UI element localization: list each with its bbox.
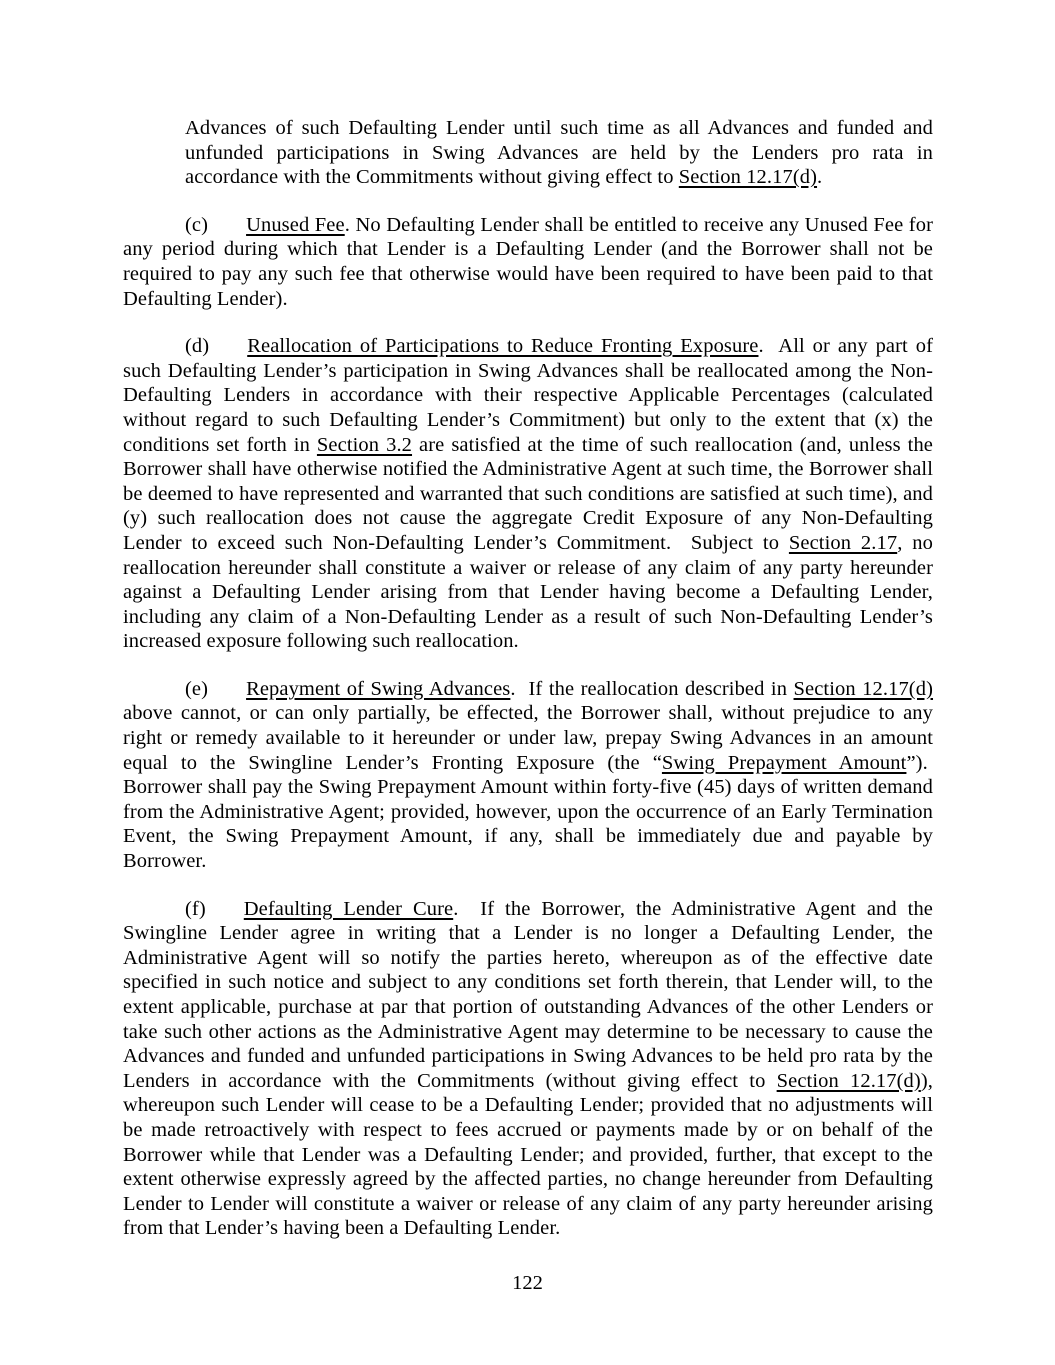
text-run: (c) xyxy=(185,213,209,236)
text-run: (d) xyxy=(185,335,210,358)
text-run: Advances of such Defaulting Lender until such time as all Advances and funded and unfunded participations in Swing Advances are held by the Lenders pro rata in accordance with the Commitments without giving effect to xyxy=(185,117,933,189)
text-run: ), whereupon such Lender will cease to be a Defaulting Lender; provided that no adjustments will be made retroactively with respect to fees accrued or payments made by or on behalf of the Borrower while that Lender was a Defaulting Lender; and provided, further, that except to the extent otherwise expressly agreed by the affected parties, no change hereunder from Defaulting Lender to Lender will constitute a waiver or release of any claim of any party hereunder arising from that Lender’s having been a Defaulting Lender. xyxy=(123,1069,933,1240)
text-run: . If the Borrower, the Administrative Agent and the Swingline Lender agree in writing that a Lender is no longer a Defaulting Lender, the Administrative Agent will so notify the parties hereto, whereupon as of the effective date specified in such notice and subject to any conditions set forth therein, that Lender will, to the extent applicable, purchase at par that portion of outstanding Advances of the other Lenders or take such other actions as the Administrative Agent may determine to be necessary to cause the Advances and funded and unfunded participations in Swing Advances to be held pro rata by the Lenders in accordance with the Commitments (without giving effect to xyxy=(123,897,934,1092)
text-run: (f) xyxy=(185,897,206,920)
paragraph-f-defaulting-lender-cure xyxy=(123,897,933,1241)
text-run: , no reallocation hereunder shall constitute a waiver or release of any claim of any party hereunder against a Defaulting Lender arising from that Lender having become a Defaulting Lender, including any claim of a Non-Defaulting Lender as a result of such Non-Defaulting Lender’s increased exposure following such reallocation. xyxy=(123,531,933,653)
paragraph-e-repayment-of-swing-advances xyxy=(123,677,933,874)
section-reference: Section 12.17(d) xyxy=(678,166,818,189)
text-run: . xyxy=(817,166,823,189)
section-reference: Section 2.17 xyxy=(788,531,898,554)
section-reference: Section 3.2 xyxy=(316,433,413,456)
clause-heading: Reallocation of Participations to Reduce Fronting Exposure xyxy=(247,335,759,358)
text-run: are satisfied at the time of such reallocation (and, unless the Borrower shall have otherwise notified the Administrative Agent at such time, the Borrower shall be deemed to have represented and warranted that such conditions are satisfied at such time), and (y) such reallocation does not cause the aggregate Credit Exposure of any Non-Defaulting Lender to exceed such Non-Defaulting Lender’s Commitment. Subject to xyxy=(123,433,933,554)
section-reference: Section 12.17(d) xyxy=(776,1069,921,1092)
clause-heading: Repayment of Swing Advances xyxy=(246,677,511,700)
text-run: . If the reallocation described in xyxy=(510,677,794,700)
paragraph-quote-continuation xyxy=(185,116,933,190)
text-run: ”). Borrower shall pay the Swing Prepayment Amount within forty-five (45) days of written demand from the Administrative Agent; provided, however, upon the occurrence of an Early Termination Event, the Swing Prepayment Amount, if any, shall be immediately due and payable by Borrower. xyxy=(123,751,934,873)
text-run: above cannot, or can only partially, be effected, the Borrower shall, without prejudice to any right or remedy available to it hereunder or under law, prepay Swing Advances in an amount equal to the Swingline Lender’s Fronting Exposure (the “ xyxy=(123,702,933,774)
document-body xyxy=(123,116,933,1264)
section-reference: Section 12.17(d) xyxy=(793,677,934,700)
paragraph-c-unused-fee xyxy=(123,213,933,311)
text-run: . No Defaulting Lender shall be entitled to receive any Unused Fee for any period during which that Lender is a Defaulting Lender (and the Borrower shall not be required to pay any such fee that otherwise would have been required to have been paid to that Defaulting Lender). xyxy=(123,213,933,310)
clause-heading: Unused Fee xyxy=(246,213,345,236)
page-number: 122 xyxy=(512,1272,543,1294)
clause-heading: Defaulting Lender Cure xyxy=(243,897,454,920)
text-run: (e) xyxy=(185,677,209,700)
paragraph-d-reallocation-of-participations xyxy=(123,334,933,654)
defined-term: Swing Prepayment Amount xyxy=(661,751,907,774)
text-run: . All or any part of such Defaulting Lender’s participation in Swing Advances shall be reallocated among the Non-Defaulting Lenders in accordance with their respective Applicable Percentages (calculated without regard to such Defaulting Lender’s Commitment) but only to the extent that (x) the conditions set forth in xyxy=(123,335,933,456)
